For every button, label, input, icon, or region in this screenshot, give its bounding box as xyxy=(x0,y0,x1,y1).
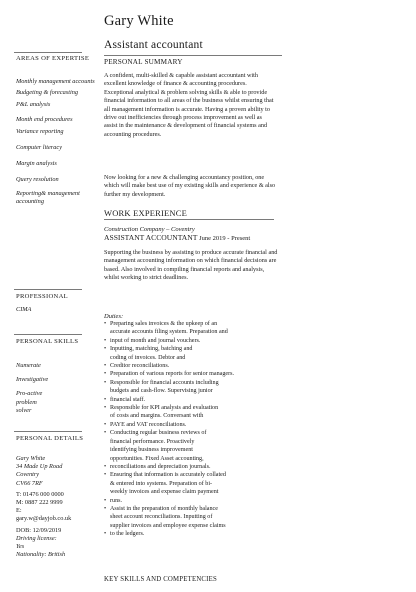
duty-item xyxy=(104,387,278,395)
duty-item xyxy=(104,396,278,404)
area-item: Variance reporting xyxy=(16,127,64,135)
duty-item xyxy=(104,354,278,362)
detail-license: Driving license: Yes xyxy=(16,534,57,551)
sidebar-divider xyxy=(14,289,82,290)
duty-text: Ensuring that information is accurately collated xyxy=(110,472,226,479)
duty-text: Responsible for financial accounts including xyxy=(110,379,219,386)
duty-item xyxy=(104,471,278,479)
area-item: Computer literacy xyxy=(16,144,62,152)
bullet-icon: • xyxy=(104,531,107,538)
duty-item xyxy=(104,480,278,488)
duty-text: runs. xyxy=(110,497,123,504)
section-divider xyxy=(104,219,274,220)
sidebar-divider xyxy=(14,52,82,53)
detail-phone: T: 01476 000 0000 xyxy=(16,490,64,498)
duty-item xyxy=(104,370,278,378)
duty-text: Assist in the preparation of monthly balance xyxy=(110,505,218,512)
duty-text: Conducting regular business reviews of xyxy=(110,430,207,437)
area-item: P&L analysis xyxy=(16,101,51,109)
duty-text: Inputting, matching, batching and xyxy=(110,346,193,353)
job-title: ASSISTANT ACCOUNTANT xyxy=(104,233,198,242)
duty-item xyxy=(104,412,278,420)
duty-text: Preparation of various reports for senior managers. xyxy=(110,371,235,378)
summary-paragraph-2: Now looking for a new & challenging accountancy position, one which will make best use of my existing skills and experience & also further my development. xyxy=(104,174,276,198)
professional-heading: PROFESSIONAL xyxy=(16,293,68,300)
detail-mobile: M: 0887 222 9999 xyxy=(16,499,63,507)
duty-text: weekly invoices and expense claim payment xyxy=(110,489,219,496)
duties-list xyxy=(104,320,278,539)
duty-text: Responsible for KPI analysis and evaluation xyxy=(110,405,219,412)
duty-item xyxy=(104,320,278,328)
bullet-icon: • xyxy=(104,421,107,428)
duty-text: input of month and journal vouchers. xyxy=(110,337,201,344)
detail-name: Gary White xyxy=(16,455,46,462)
bullet-icon: • xyxy=(104,472,107,479)
details-list xyxy=(16,455,96,559)
candidate-name: Gary White xyxy=(104,13,174,29)
detail-address: 34 Made Up Road xyxy=(16,463,63,471)
duty-item xyxy=(104,438,278,446)
duty-text: financial performance. Proactively xyxy=(110,438,195,445)
area-item: Month end procedures xyxy=(16,115,73,123)
detail-city: Coventry xyxy=(16,471,40,479)
area-item: Monthly management accounts xyxy=(16,78,95,85)
skill-item: Numerate xyxy=(16,362,41,369)
duty-item xyxy=(104,446,278,454)
candidate-role: Assistant accountant xyxy=(104,39,203,51)
experience-heading: WORK EXPERIENCE xyxy=(104,208,188,218)
duty-text: supplier invoices and employee expense claims xyxy=(110,522,226,529)
duty-item xyxy=(104,345,278,353)
professional-item: CIMA xyxy=(16,306,32,313)
professional-list xyxy=(16,306,96,314)
duties-label: Duties: xyxy=(104,313,124,320)
duty-item xyxy=(104,362,278,370)
job-description: Supporting the business by assisting to produce accurate financial and management accounting information on which financial decisions are based. Also involved in compiling financial reports and analysis, whilst working to strict deadlines. xyxy=(104,249,278,282)
detail-email-label: E: xyxy=(16,507,22,515)
duty-text: & entered into systems. Preparation of bi- xyxy=(110,480,213,487)
area-item: Reporting& management accounting xyxy=(16,189,80,205)
bullet-icon: • xyxy=(104,321,107,327)
skills-list xyxy=(16,362,96,415)
bullet-icon: • xyxy=(104,337,107,344)
duty-item xyxy=(104,463,278,471)
detail-nationality: Nationality: British xyxy=(16,551,66,559)
bullet-icon: • xyxy=(104,396,107,403)
details-heading: PERSONAL DETAILS xyxy=(16,435,84,442)
duty-item xyxy=(104,497,278,505)
duty-text: Creditor reconciliations. xyxy=(110,363,170,370)
duty-item xyxy=(104,488,278,496)
detail-email: gary.w@dayjob.co.uk xyxy=(16,515,72,523)
bullet-icon: • xyxy=(104,497,107,504)
detail-postcode: CV66 7RF xyxy=(16,479,43,487)
area-item: Margin analysis xyxy=(16,160,57,168)
duty-item xyxy=(104,505,278,513)
duty-text: to the ledgers. xyxy=(110,531,145,538)
bullet-icon: • xyxy=(104,371,107,378)
duty-text: budgets and cash-flow. Supervising junior xyxy=(110,388,213,395)
duty-item xyxy=(104,455,278,463)
duty-text: reconciliations and depreciation journals. xyxy=(110,463,211,470)
bullet-icon: • xyxy=(104,463,107,470)
areas-heading: AREAS OF EXPERTISE xyxy=(16,55,90,62)
duty-item xyxy=(104,337,278,345)
detail-dob: DOB: 12/09/2019 xyxy=(16,526,62,534)
duty-text: identifying business improvement xyxy=(110,447,193,454)
skills-heading: PERSONAL SKILLS xyxy=(16,338,79,345)
job-dates: June 2019 - Present xyxy=(199,235,251,242)
job-title-line xyxy=(104,233,250,242)
bullet-icon: • xyxy=(104,346,107,353)
duty-item xyxy=(104,513,278,521)
summary-paragraph: A confident, multi-skilled & capable assistant accountant with excellent knowledge of finance & accounting procedures. Exceptional analytical & problem solving skills & able to provide financial information to all areas of the business whilst ensuring that all management information is accurate. Having a proven ability to drive out inefficiencies through process improvement as well as assist in the maintenance & development of financial systems and accounting procedures. xyxy=(104,72,274,138)
duty-item xyxy=(104,530,278,538)
summary-heading: PERSONAL SUMMARY xyxy=(104,58,183,66)
skill-item: Pro-active problem solver xyxy=(16,390,43,414)
duty-text: opportunities. Fixed Asset accounting, xyxy=(110,455,204,462)
area-item: Query resolution xyxy=(16,176,59,184)
bullet-icon: • xyxy=(104,379,107,386)
bullet-icon: • xyxy=(104,363,107,370)
areas-list xyxy=(16,78,96,206)
duty-text: coding of invoices. Debtor and xyxy=(110,354,186,361)
duty-text: PAYE and VAT reconciliations. xyxy=(110,421,187,428)
bullet-icon: • xyxy=(104,505,107,512)
duty-item xyxy=(104,421,278,429)
duty-text: sheet account reconciliations. Inputting of xyxy=(110,514,213,521)
sidebar-divider xyxy=(14,334,82,335)
company-name-text: Construction Company – Coventry xyxy=(104,226,195,233)
company-name xyxy=(104,226,195,233)
section-divider xyxy=(104,55,282,56)
skill-item: Investigative xyxy=(16,376,49,384)
skills-competencies-heading: KEY SKILLS AND COMPETENCIES xyxy=(104,576,217,583)
area-item: Budgeting & forecasting xyxy=(16,89,79,97)
duty-text: financial staff. xyxy=(110,396,146,403)
duty-text: accurate accounts filing system. Preparation and xyxy=(110,329,228,336)
duty-text: of costs and margins. Conversant with xyxy=(110,413,204,420)
duty-text: Preparing sales invoices & the upkeep of an xyxy=(110,321,218,327)
duty-item xyxy=(104,522,278,530)
bullet-icon: • xyxy=(104,430,107,437)
duty-item xyxy=(104,328,278,336)
duty-item xyxy=(104,379,278,387)
sidebar-divider xyxy=(14,431,82,432)
bullet-icon: • xyxy=(104,405,107,412)
duty-item xyxy=(104,429,278,437)
duty-item xyxy=(104,404,278,412)
